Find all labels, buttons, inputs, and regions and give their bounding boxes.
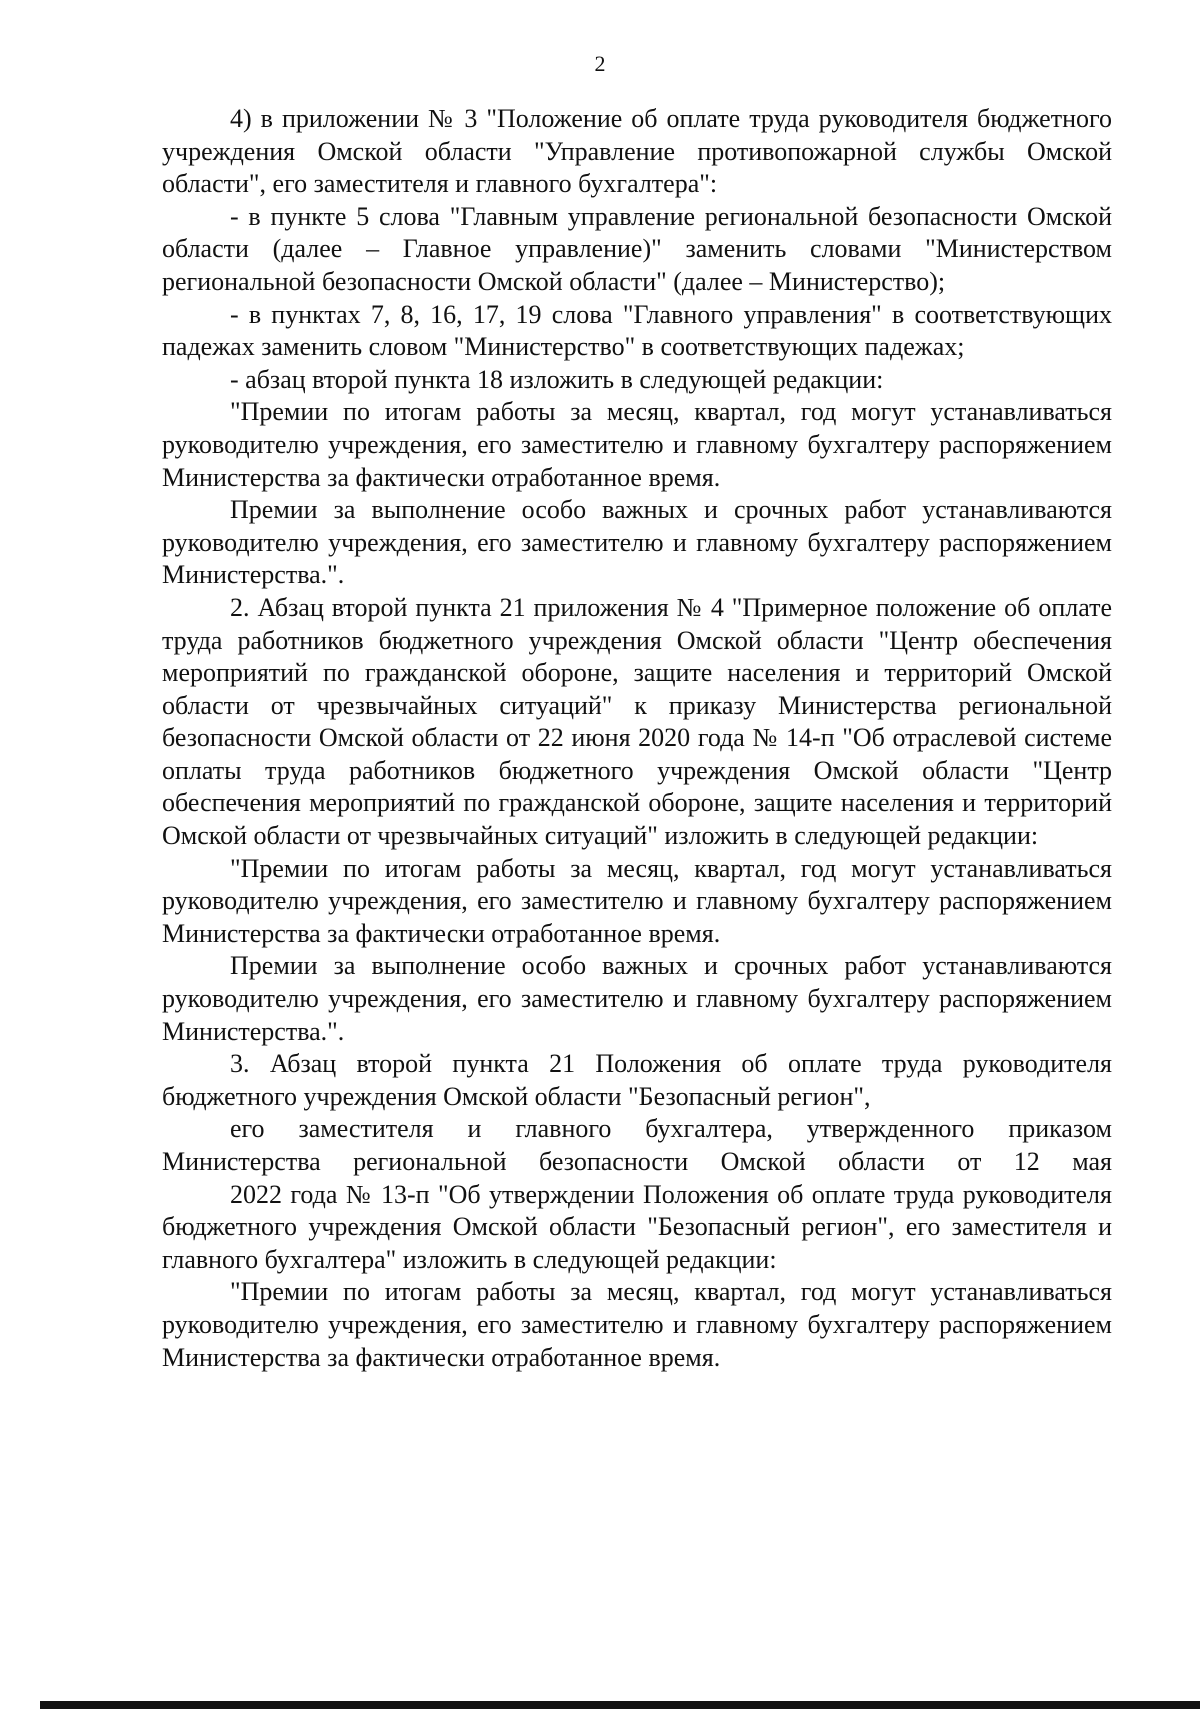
paragraph-amend-appendix-3: 4) в приложении № 3 "Положение об оплате труда руководителя бюджетного учреждения Омской области "Управление противопожарной службы Омской области", его заместителя и главного бухгалтера": xyxy=(162,104,1112,199)
document-body xyxy=(162,103,1112,1374)
paragraph-bonus-special: Премии за выполнение особо важных и срочных работ устанавливаются руководителю учреждения, его заместителю и главному бухгалтеру распоряжением Министерства.". xyxy=(162,951,1112,1046)
paragraph-section-3-continued: его заместителя и главного бухгалтера, утвержденного приказом Министерства региональной безопасности Омской области от 12 мая xyxy=(162,1114,1112,1176)
paragraph-bonus-periodic: "Премии по итогам работы за месяц, квартал, год могут устанавливаться руководителю учреждения, его заместителю и главному бухгалтеру распоряжением Министерства за фактически отработанное время. xyxy=(162,397,1112,492)
paragraph-bonus-special: Премии за выполнение особо важных и срочных работ устанавливаются руководителю учреждения, его заместителю и главному бухгалтеру распоряжением Министерства.". xyxy=(162,495,1112,590)
paragraph-section-3-continued: 2022 года № 13-п "Об утверждении Положения об оплате труда руководителя бюджетного учреждения Омской области "Безопасный регион", его заместителя и главного бухгалтера" изложить в следующей редакции: xyxy=(162,1179,1112,1274)
paragraph-bonus-periodic: "Премии по итогам работы за месяц, квартал, год могут устанавливаться руководителю учреждения, его заместителю и главному бухгалтеру распоряжением Министерства за фактически отработанное время. xyxy=(162,1277,1112,1372)
paragraph-section-2: 2. Абзац второй пункта 21 приложения № 4 "Примерное положение об оплате труда работников бюджетного учреждения Омской области "Центр обеспечения мероприятий по гражданской обороне, защите населения и территорий Омской области от чрезвычайных ситуаций" к приказу Министерства региональной безопасности Омской области от 22 июня 2020 года № 14-п "Об отраслевой системе оплаты труда работников бюджетного учреждения Омской области "Центр обеспечения мероприятий по гражданской обороне, защите населения и территорий Омской области от чрезвычайных ситуаций" изложить в следующей редакции: xyxy=(162,592,1112,851)
page-number: 2 xyxy=(594,51,606,76)
bottom-rule xyxy=(40,1701,1200,1709)
paragraph-items-7-8-16-17-19: - в пунктах 7, 8, 16, 17, 19 слова "Главного управления" в соответствующих падежах заменить словом "Министерство" в соответствующих падежах; xyxy=(162,299,1112,362)
paragraph-bonus-periodic: "Премии по итогам работы за месяц, квартал, год могут устанавливаться руководителю учреждения, его заместителю и главному бухгалтеру распоряжением Министерства за фактически отработанное время. xyxy=(162,853,1112,948)
paragraph-item-5: - в пункте 5 слова "Главным управление региональной безопасности Омской области (далее – Главное управление)" заменить словами "Министерством региональной безопасности Омской области" (далее – Министерство); xyxy=(162,201,1112,296)
paragraph-item-18: - абзац второй пункта 18 изложить в следующей редакции: xyxy=(230,364,884,394)
paragraph-section-3: 3. Абзац второй пункта 21 Положения об оплате труда руководителя бюджетного учреждения Омской области "Безопасный регион", xyxy=(162,1049,1112,1111)
